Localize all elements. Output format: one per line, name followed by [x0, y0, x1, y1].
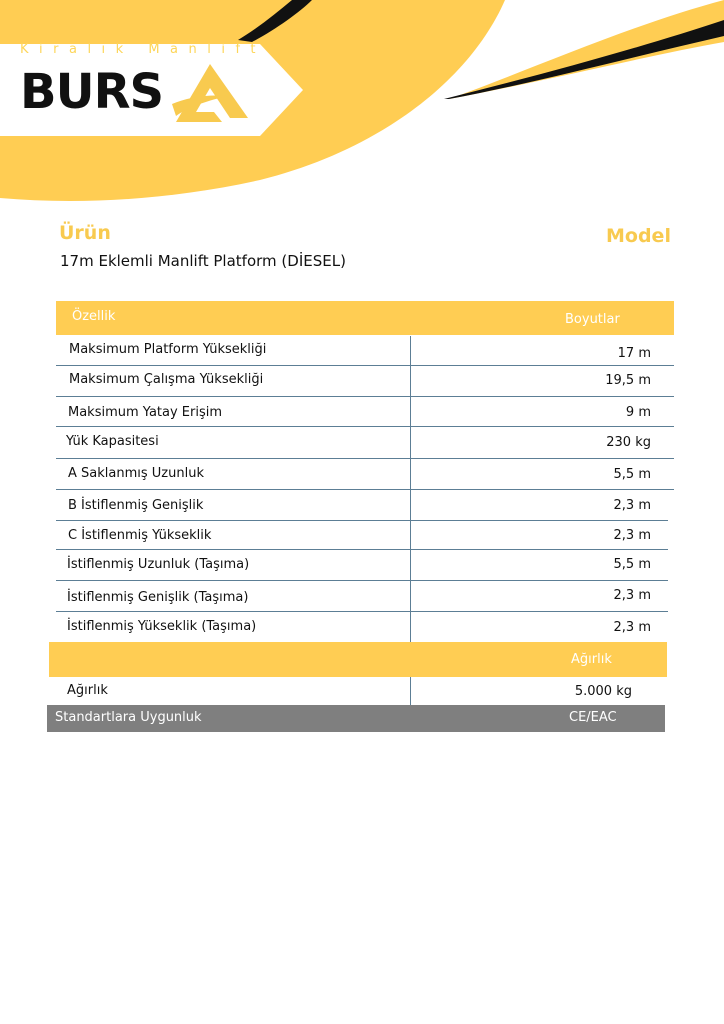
row-value: 9 m — [625, 405, 651, 420]
row-label: B İstiflenmiş Genişlik — [68, 498, 204, 513]
row-value: 19,5 m — [605, 373, 651, 388]
row-label: Maksimum Çalışma Yüksekliği — [69, 372, 264, 387]
row-divider — [56, 520, 668, 521]
row-value: 2,3 m — [613, 528, 651, 543]
logo-a-mark-icon — [166, 58, 250, 124]
row-label: Maksimum Platform Yüksekliği — [69, 342, 267, 357]
row-value: 5,5 m — [613, 467, 651, 482]
row-divider — [56, 549, 668, 550]
row-label: İstiflenmiş Genişlik (Taşıma) — [67, 590, 249, 605]
weight-header — [49, 642, 667, 677]
row-divider — [56, 580, 668, 581]
column-divider-weight — [410, 677, 411, 705]
weight-label: Ağırlık — [67, 683, 108, 698]
row-divider — [56, 489, 674, 490]
row-label: C İstiflenmiş Yükseklik — [68, 528, 212, 543]
product-name: 17m Eklemli Manlift Platform (DİESEL) — [60, 252, 346, 270]
standards-label: Standartlara Uygunluk — [55, 710, 202, 725]
row-divider — [56, 396, 674, 397]
product-heading: Ürün — [59, 222, 111, 244]
standards-value: CE/EAC — [569, 710, 617, 725]
row-value: 17 m — [617, 346, 651, 361]
row-value: 2,3 m — [613, 620, 651, 635]
standards-row — [47, 705, 665, 732]
logo-wordmark: BURS — [20, 64, 164, 120]
row-label: İstiflenmiş Uzunluk (Taşıma) — [67, 557, 250, 572]
row-value: 2,3 m — [613, 588, 651, 603]
row-value: 2,3 m — [613, 498, 651, 513]
row-value: 5,5 m — [613, 557, 651, 572]
weight-column-header: Ağırlık — [571, 652, 612, 667]
row-divider — [56, 365, 674, 366]
row-divider — [56, 458, 674, 459]
weight-value: 5.000 kg — [574, 684, 632, 699]
logo-tagline: Kiralık Manlift — [20, 42, 266, 57]
row-divider — [56, 611, 668, 612]
feature-column-header: Özellik — [72, 309, 116, 324]
row-label: Yük Kapasitesi — [66, 434, 159, 449]
model-heading: Model — [606, 225, 671, 247]
dimensions-column-header: Boyutlar — [565, 312, 620, 327]
row-label: İstiflenmiş Yükseklik (Taşıma) — [67, 619, 257, 634]
row-divider — [56, 426, 674, 427]
row-label: Maksimum Yatay Erişim — [68, 405, 223, 420]
table-header — [56, 301, 674, 335]
row-value: 230 kg — [606, 435, 651, 450]
row-label: A Saklanmış Uzunluk — [68, 466, 204, 481]
